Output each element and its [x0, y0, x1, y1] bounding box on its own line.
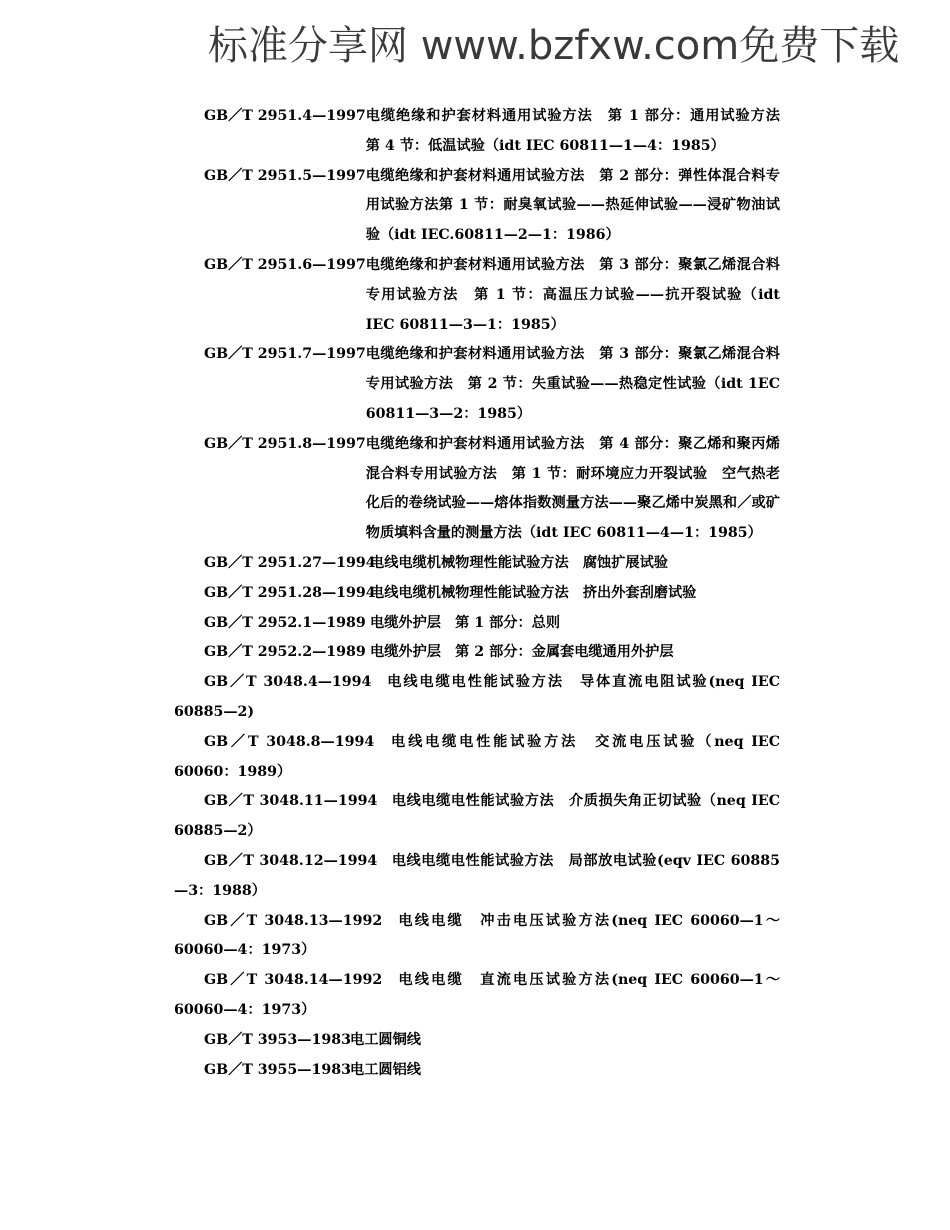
reference-item — [174, 728, 780, 788]
standard-code: GB／T 2951.27—1994 — [204, 554, 376, 571]
standard-title: 电线电缆 直流电压试验方法(neq IEC 60060—1～60060—4：1973） — [174, 972, 781, 1018]
standard-code: GB／T 3048.14—1992 — [204, 972, 383, 989]
reference-item — [174, 847, 780, 907]
reference-item — [174, 787, 780, 847]
standard-code: GB／T 2951.8—1997 — [204, 435, 366, 452]
reference-item — [174, 102, 795, 162]
standard-title: 电线电缆电性能试验方法 交流电压试验（neq IEC 60060：1989） — [174, 733, 780, 780]
standard-title: 电缆绝缘和护套材料通用试验方法 第 3 部分：聚氯乙烯混合料专用试验方法 第 1 节：高温压力试验——抗开裂试验（idt IEC 60811—3—1：1985） — [365, 256, 780, 333]
standard-title: 电缆绝缘和护套材料通用试验方法 第 4 部分：聚乙烯和聚丙烯混合料专用试验方法 第 1 节：耐环境应力开裂试验 空气热老化后的卷绕试验——熔体指数测量方法——聚乙烯中炭黑和／或矿物质填料含量的测量方法（idt IEC 60811—4—1：1985） — [365, 435, 780, 542]
standard-code: GB／T 3048.13—1992 — [204, 912, 383, 929]
standard-title: 电线电缆电性能试验方法 介质损失角正切试验（neq IEC 60885—2） — [174, 793, 780, 840]
reference-item — [174, 549, 780, 579]
standard-code: GB／T 2951.5—1997 — [204, 167, 366, 184]
reference-item — [174, 638, 780, 668]
reference-item — [174, 668, 780, 728]
reference-item — [174, 609, 780, 639]
standard-code: GB／T 2951.4—1997 — [204, 108, 366, 124]
standard-title: 电线电缆机械物理性能试验方法 腐蚀扩展试验 — [370, 554, 668, 571]
reference-item — [174, 907, 780, 967]
standard-code: GB／T 2951.7—1997 — [204, 346, 366, 363]
reference-list — [174, 102, 795, 1085]
reference-item — [174, 579, 780, 609]
standard-title: 电缆外护层 第 1 部分：总则 — [370, 614, 561, 631]
standard-code: GB／T 2951.28—1994 — [204, 584, 376, 601]
standard-title: 电缆外护层 第 2 部分：金属套电缆通用外护层 — [370, 644, 674, 661]
reference-item — [174, 251, 780, 340]
reference-item — [174, 1056, 780, 1086]
standard-title: 电工圆铜线 — [350, 1031, 421, 1048]
standard-code: GB／T 2951.6—1997 — [204, 256, 366, 273]
standard-title: 电缆绝缘和护套材料通用试验方法 第 1 部分：通用试验方法 第 4 节：低温试验（idt IEC 60811—1—4：1985） — [365, 108, 795, 154]
standard-code: GB／T 2952.2—1989 — [204, 644, 366, 661]
standard-title: 电线电缆电性能试验方法 局部放电试验(eqv IEC 60885—3：1988） — [174, 852, 780, 899]
watermark-banner: 标准分享网 www.bzfxw.com免费下载 — [208, 23, 900, 69]
standard-title: 电缆绝缘和护套材料通用试验方法 第 2 部分：弹性体混合料专用试验方法第 1 节：耐臭氧试验——热延伸试验——浸矿物油试验（idt IEC.60811—2—1：1986） — [365, 167, 780, 244]
standard-title: 电线电缆电性能试验方法 导体直流电阻试验(neq IEC 60885—2) — [174, 674, 780, 720]
reference-item — [174, 340, 780, 429]
standard-code: GB／T 3048.8—1994 — [204, 733, 375, 750]
standard-title: 电工圆铝线 — [350, 1061, 421, 1078]
standard-title: 电线电缆机械物理性能试验方法 挤出外套刮磨试验 — [370, 584, 697, 601]
standard-code: GB／T 3955—1983 — [204, 1061, 351, 1078]
standard-code: GB／T 3048.11—1994 — [204, 793, 378, 810]
reference-item — [174, 162, 780, 251]
reference-item — [174, 1026, 780, 1056]
standard-code: GB／T 3953—1983 — [204, 1031, 351, 1048]
reference-item — [174, 430, 780, 549]
standard-code: GB／T 3048.4—1994 — [204, 674, 372, 691]
standard-code: GB／T 2952.1—1989 — [204, 614, 366, 631]
reference-item — [174, 966, 780, 1026]
standard-code: GB／T 3048.12—1994 — [204, 852, 378, 869]
standard-title: 电线电缆 冲击电压试验方法(neq IEC 60060—1～60060—4：1973） — [174, 912, 781, 959]
standard-title: 电缆绝缘和护套材料通用试验方法 第 3 部分：聚氯乙烯混合料专用试验方法 第 2 节：失重试验——热稳定性试验（idt 1EC 60811—3—2：1985） — [365, 346, 780, 422]
